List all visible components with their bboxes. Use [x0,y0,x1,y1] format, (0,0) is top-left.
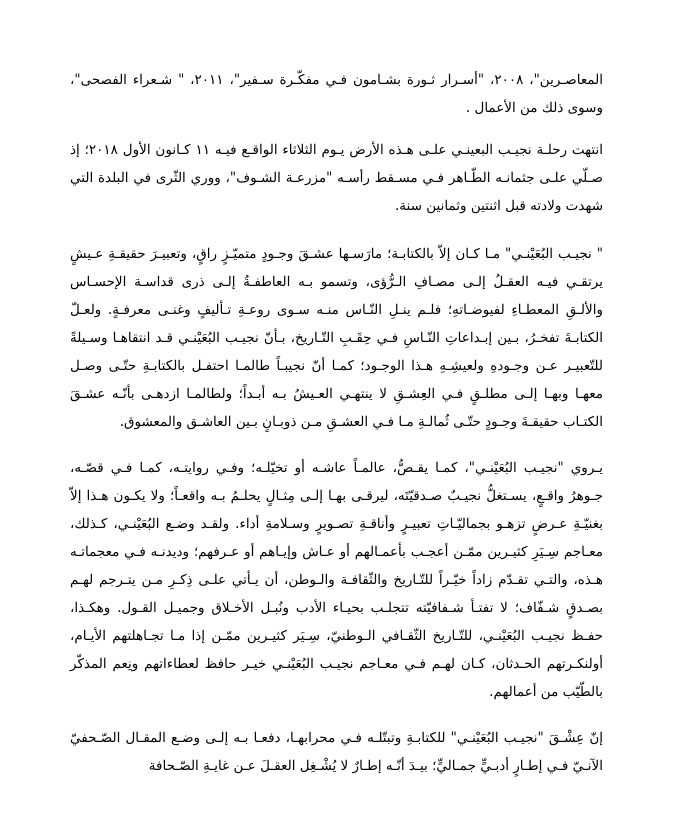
paragraph-narration: يـروي "نجيـب البُعَيْنـي"، كمـا يقـصُّ، عالمـاً عاشـه أو تخيّلـه؛ وفـي روايتـه، كمـا فـي قصّـه، جـوهرُ واقـعٍ، يسـتغلُّ نجيـبٌ صـدقيّتَه، ليرقـى بهـا إلـى مِثـالٍ يحلـمُ بـه واقعـاً؛ ولا يكـون هـذا إلاّ بغنيّـةِ عـرضٍ تزهـو بجماليّـاتِ تعبيـرٍ وأناقـةِ تصـويرٍ وسـلامةِ أداء. ولقـد وضـع البُعَيْنـي، كـذلك، معـاجم سِـيَرِ كثيـرين ممّـن أعجـب بأعمـالهم أو عـاش وإيـاهم أو عـرفهم؛ وديدنـه فـي معجماتـه هـذه، والتـي تقـدّم زاداً خيّـراً للتّـاريخ والثّقافـة والـوطن، أن يـأتي علـى ذِكـرِ مـن يتـرجم لهـم بصـدقٍ شـفّاف؛ لا تفتـأ شـفافيّته تتجلـب بحيـاء الأدب ونُبـل الأخـلاق وجميـل القـول. وهكـذا، حفـظ نجيـب البُعَيْنـي، للتّـاريخ الثّقـافي الـوطنيّ، سِـيَر كثيـرين ممّـن إذا مـا تجـاهلتهم الأيـام، أولنكـرتهم الحـدثان، كـان لهـم فـي معـاجم نجيـب البُعَيْنـي خيـر حافظ لعطاءاتهم ونِعم المذكّر بالطّيّب من أعمالهم. [70,460,603,700]
paragraph-writing: " نجيـب البُعَيْنـي" مـا كـان إلاّ بالكتابـة؛ مارَسـها عشـقَ وجـودٍ متميّـزٍ راقٍ، وتعبيـرَ حقيقـةِ عـيشٍ يرتقـي فيـه العقـلُ إلـى مصـافِ الـرُّؤى، وتسمو بـه العاطفـةُ إلـى ذرى قداسـة الإحسـاس والألـقِ المعطـاءِ لفيوضـاتهِ؛ فلـم ينـلِ النّـاس منـه سـوى روعـةِ تـأليفٍ وغنـى معرفـةٍ. ولعـلّ الكتابـةَ تفخـرُ، بـين إبـداعاتِ النّـاسِ فـي حِقَـبِ التّـاريخ، بـأنّ نجيـب البُعَيْنـي قـد انتقاهـا وسـيلةً للتّعبيـر عـن وجـودهِ ولعيشِـهِ هـذا الوجـود؛ كمـا أنّ نجيبـاً طالمـا احتفـل بالكتابـةِ حتّـى وصـل معهـا وبهـا إلـى مطلـقٍ فـي العِشـقِ لا ينتهـي العـيشُ بـه أبـداً؛ ولطالمـا ازدهـى بأنّـه عشـقَ الكتـاب حقيقـةَ وجـودٍ حتّـى ثُمالـةِ مـا فـي العشـقِ مـن ذوبـانٍ بـين العاشـق والمعشوق. [70,246,603,430]
paragraph-journalism: إنّ عِشْـقَ "نجيـب البُعَيْنـي" للكتابـةِ وتبتّلـه فـي محرابهـا، دفعـا بـه إلـى وضـع المقـال الصّـحفيّ الآنـيّ فـي إطـارٍ أدبـيٍّ جمـاليٍّ؛ بيـدَ أنّـه إطـارٌ لا يُشْـغِل العقـلَ عـن غايـةِ الصّـحافة [70,730,603,774]
paragraph-death: انتهت رحلـة نجيـب البعينـي علـى هـذه الأرض يـوم الثلاثاء الواقـع فيـه ١١ كـانون الأول ٢٠١٨؛ إذ صـلّي علـى جثمانـه الطّـاهر فـي مسـقط رأسـه "مزرعـة الشـوف"، ووري الثّرى في البلدة التي شهدت ولادته قبل اثنتين وثمانين سنة. [70,142,603,214]
paragraph-works-list: المعاصـرين"، ٢٠٠٨، "أسـرار ثـورة بشـامون فـي مفكّـرة سـفير"، ٢٠١١، " شـعراء الفصحى"، وسوى ذلك من الأعمال . [70,72,603,116]
